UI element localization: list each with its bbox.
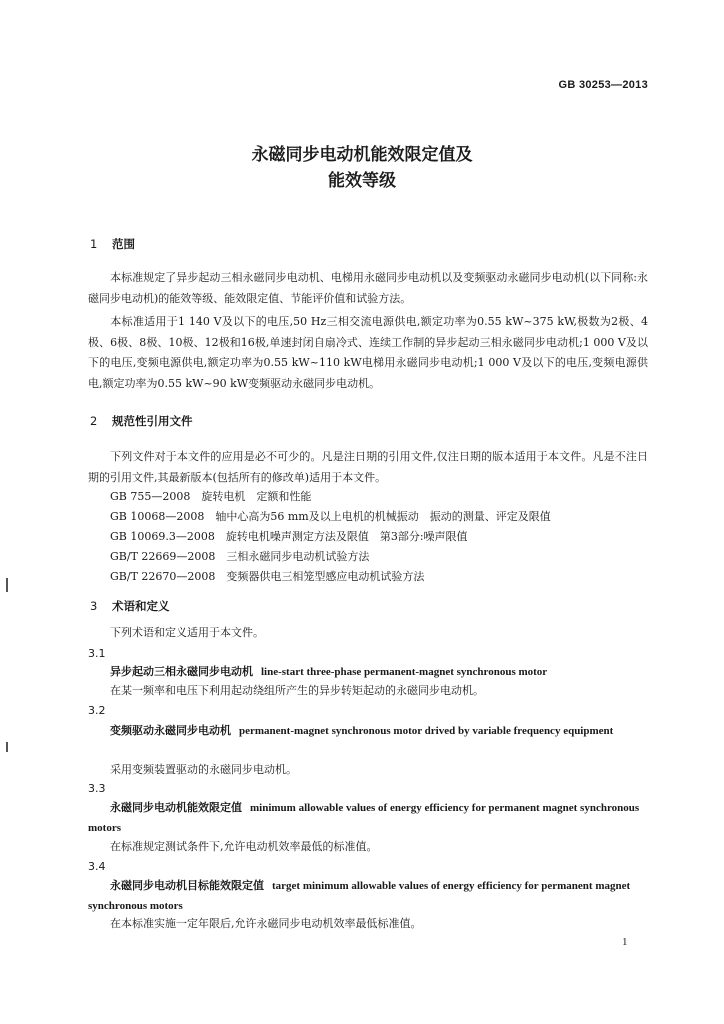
term-entry	[88, 876, 648, 916]
term-en: minimum allowable values of energy efficiency for permanent magnet synchronous motors	[88, 802, 640, 834]
scan-mark	[6, 742, 8, 752]
section-2-intro	[88, 447, 648, 488]
term-en: line-start three-phase permanent-magnet synchronous motor	[261, 666, 548, 678]
section-title: 规范性引用文件	[112, 414, 193, 428]
document-title	[0, 142, 724, 194]
section-2-heading	[90, 413, 193, 429]
term-zh: 永磁同步电动机目标能效限定值	[110, 879, 264, 892]
standard-number: GB 30253—2013	[558, 79, 648, 91]
term-entry	[88, 798, 648, 838]
section-3-intro: 下列术语和定义适用于本文件。	[110, 626, 264, 639]
term-number: 3.3	[88, 782, 106, 795]
title-line-2: 能效等级	[328, 171, 396, 191]
title-line-1: 永磁同步电动机能效限定值及	[251, 145, 473, 165]
section-number: 2	[90, 414, 98, 428]
term-number: 3.4	[88, 860, 106, 873]
section-1-heading	[90, 236, 135, 252]
reference-item: GB/T 22670—2008 变频器供电三相笼型感应电动机试验方法	[110, 570, 425, 583]
term-definition: 在标准规定测试条件下,允许电动机效率最低的标准值。	[110, 840, 378, 853]
section-1-paragraph-1	[88, 268, 648, 309]
term-number: 3.1	[88, 647, 106, 660]
reference-item: GB/T 22669—2008 三相永磁同步电动机试验方法	[110, 550, 370, 563]
term-definition: 采用变频装置驱动的永磁同步电动机。	[110, 763, 297, 776]
section-title: 术语和定义	[112, 599, 170, 613]
term-definition: 在本标准实施一定年限后,允许永磁同步电动机效率最低标准值。	[110, 917, 422, 930]
term-zh: 变频驱动永磁同步电动机	[110, 724, 231, 737]
term-en: target minimum allowable values of energy efficiency for permanent magnet synchronous motors	[88, 880, 631, 912]
term-en: permanent-magnet synchronous motor drived by variable frequency equipment	[239, 725, 614, 737]
reference-item: GB 10069.3—2008 旋转电机噪声测定方法及限值 第3部分:噪声限值	[110, 530, 468, 543]
section-1-paragraph-2	[88, 312, 648, 394]
section-number: 3	[90, 599, 98, 613]
scan-mark	[6, 578, 8, 592]
paragraph-text: 下列文件对于本文件的应用是必不可少的。凡是注日期的引用文件,仅注日期的版本适用于本文件。凡是不注日期的引用文件,其最新版本(包括所有的修改单)适用于本文件。	[88, 450, 648, 484]
term-zh: 异步起动三相永磁同步电动机	[110, 665, 253, 678]
term-number: 3.2	[88, 704, 106, 717]
section-3-heading	[90, 598, 170, 614]
term-entry	[88, 721, 648, 741]
term-zh: 永磁同步电动机能效限定值	[110, 801, 242, 814]
section-title: 范围	[112, 237, 135, 251]
term-entry	[88, 662, 648, 682]
paragraph-text: 本标准适用于1 140 V及以下的电压,50 Hz三相交流电源供电,额定功率为0.55 kW~375 kW,极数为2极、4极、6极、8极、10极、12极和16极,单速封闭自扇冷式、连续工作制的异步起动三相永磁同步电动机;1 000 V及以下的电压,变频电源供电,额定功率为0.55 kW~110 kW电梯用永磁同步电动机;1 000 V及以下的电压,变频电源供电,额定功率为0.55 kW~90 kW变频驱动永磁同步电动机。	[88, 315, 648, 390]
paragraph-text: 本标准规定了异步起动三相永磁同步电动机、电梯用永磁同步电动机以及变频驱动永磁同步电动机(以下同称:永磁同步电动机)的能效等级、能效限定值、节能评价值和试验方法。	[88, 271, 648, 305]
reference-item: GB 10068—2008 轴中心高为56 mm及以上电机的机械振动 振动的测量、评定及限值	[110, 510, 551, 523]
section-number: 1	[90, 237, 98, 251]
reference-item: GB 755—2008 旋转电机 定额和性能	[110, 490, 312, 503]
term-definition: 在某一频率和电压下利用起动绕组所产生的异步转矩起动的永磁同步电动机。	[110, 684, 484, 697]
page-number: 1	[622, 936, 628, 948]
